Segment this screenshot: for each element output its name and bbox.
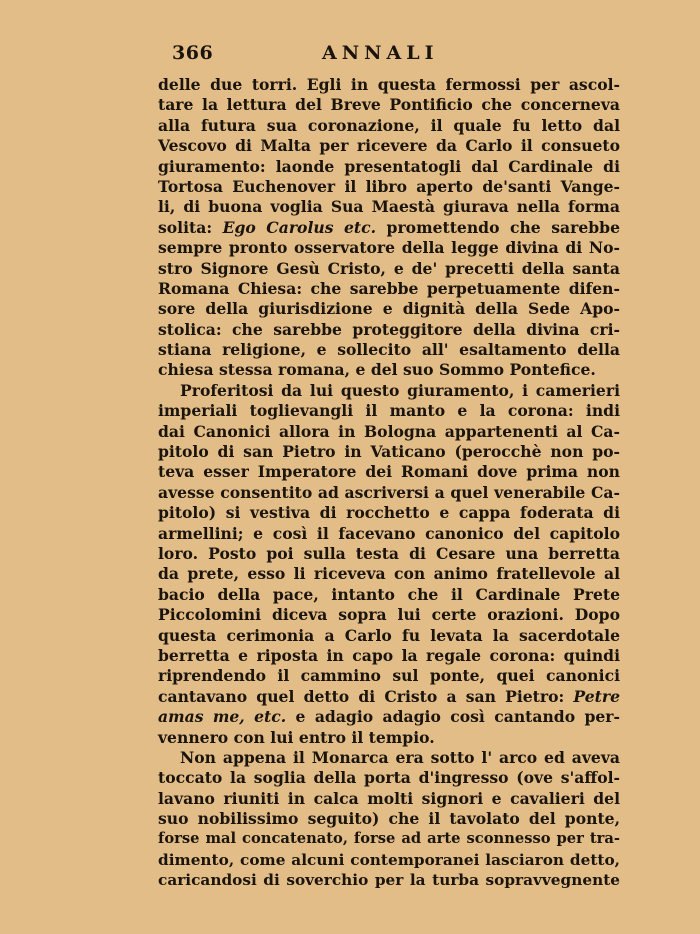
text-line: forse mal concatenato, forse ad arte sconnesso per tra- xyxy=(158,830,620,848)
text-line: sempre pronto osservatore della legge divina di No- xyxy=(158,238,620,258)
text-line: li, di buona voglia Sua Maestà giurava nella forma xyxy=(158,197,620,217)
text-line xyxy=(158,707,620,727)
text-line: avesse consentito ad ascriversi a quel venerabile Ca- xyxy=(158,482,620,502)
text-line: pitolo di san Pietro in Vaticano (perocchè non po- xyxy=(158,442,620,462)
text-line: dai Canonici allora in Bologna appartenenti al Ca- xyxy=(158,421,620,441)
text-line: teva esser Imperatore dei Romani dove prima non xyxy=(158,462,620,482)
page-header xyxy=(172,42,620,72)
text-line xyxy=(158,687,620,707)
text-line: lavano riuniti in calca molti signori e cavalieri del xyxy=(158,788,620,808)
text-segment: promettendo che sarebbe xyxy=(376,217,620,237)
text-line: armellini; e così il facevano canonico del capitolo xyxy=(158,523,620,543)
text-line: alla futura sua coronazione, il quale fu letto dal xyxy=(158,115,620,135)
text-line: giuramento: laonde presentatogli dal Cardinale di xyxy=(158,156,620,176)
italic-phrase: Petre xyxy=(573,686,620,706)
running-head: ANNALI xyxy=(322,42,439,64)
text-line: delle due torri. Egli in questa fermossi per ascol- xyxy=(158,75,620,94)
page-number: 366 xyxy=(172,42,214,64)
text-line: stro Signore Gesù Cristo, e de' precetti della santa xyxy=(158,258,620,278)
text-line: riprendendo il cammino sul ponte, quei canonici xyxy=(158,666,620,686)
text-line: stiana religione, e sollecito all' esaltamento della xyxy=(158,340,620,360)
text-line: stolica: che sarebbe proteggitore della divina cri- xyxy=(158,319,620,339)
text-line: caricandosi di soverchio per la turba sopravvegnente xyxy=(158,871,620,890)
text-line: berretta e riposta in capo la regale corona: quindi xyxy=(158,645,620,665)
text-line: bacio della pace, intanto che il Cardinale Prete xyxy=(158,584,620,604)
text-line: chiesa stessa romana, e del suo Sommo Pontefice. xyxy=(158,360,596,380)
text-line: suo nobilissimo seguito) che il tavolato del ponte, xyxy=(158,809,620,829)
body-text xyxy=(158,75,620,891)
text-line: Tortosa Euchenover il libro aperto de'santi Vange- xyxy=(158,176,620,196)
text-line: Vescovo di Malta per ricevere da Carlo il consueto xyxy=(158,136,620,156)
text-line: questa cerimonia a Carlo fu levata la sacerdotale xyxy=(158,625,620,645)
text-segment: e adagio adagio così cantando per- xyxy=(286,707,620,727)
text-line: Piccolomini diceva sopra lui certe orazioni. Dopo xyxy=(158,605,620,625)
text-segment: solita: xyxy=(158,217,223,237)
text-line: vennero con lui entro il tempio. xyxy=(158,727,435,747)
italic-phrase: amas me, etc. xyxy=(158,707,287,727)
text-line: da prete, esso li riceveva con animo fratellevole al xyxy=(158,564,620,584)
text-line: tare la lettura del Breve Pontificio che concerneva xyxy=(158,95,620,115)
text-line: Proferitosi da lui questo giuramento, i camerieri xyxy=(180,380,620,400)
text-line: loro. Posto poi sulla testa di Cesare una berretta xyxy=(158,543,620,563)
text-line: Non appena il Monarca era sotto l' arco ed aveva xyxy=(180,747,620,767)
text-line: dimento, come alcuni contemporanei lasciaron detto, xyxy=(158,850,620,869)
text-line: imperiali toglievangli il manto e la corona: indi xyxy=(158,401,620,421)
text-line xyxy=(158,218,620,238)
text-segment: cantavano quel detto di Cristo a san Pietro: xyxy=(158,686,574,706)
text-line: sore della giurisdizione e dignità della Sede Apo- xyxy=(158,299,620,319)
italic-phrase: Ego Carolus etc. xyxy=(222,217,377,237)
text-line: Romana Chiesa: che sarebbe perpetuamente difen- xyxy=(158,278,620,298)
text-line: pitolo) si vestiva di rocchetto e cappa foderata di xyxy=(158,503,620,523)
text-line: toccato la soglia della porta d'ingresso (ove s'affol- xyxy=(158,768,620,788)
